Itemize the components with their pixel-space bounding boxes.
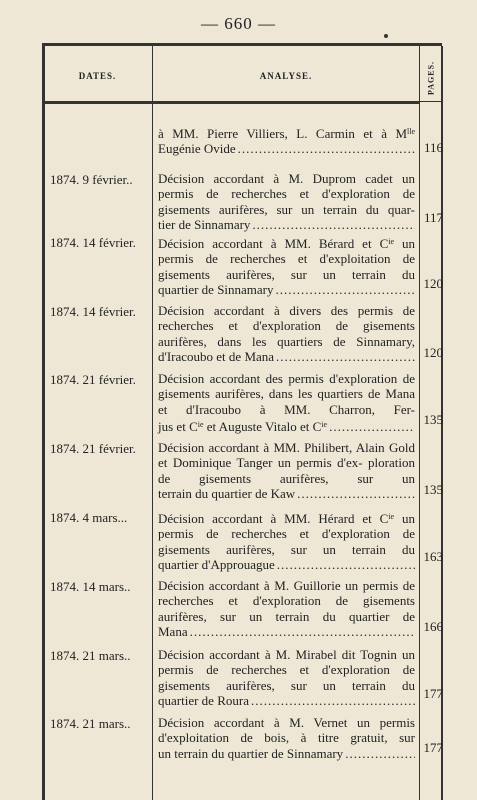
- column-header-pages: [420, 56, 441, 100]
- entry-text-block: Décision accordant à M. Duprom cadet un permis de recherches et d'exploration de gisements aurifères, sur un terrain du quar-: [158, 171, 415, 217]
- entry-text-block: Décision accordant à M. Guillorie un permis de recherches et d'exploration de gisements aurifères, sur un terrain du quartier de: [158, 578, 415, 624]
- entry-date: 1874. 21 février.: [50, 372, 136, 387]
- header-rule-pages: [420, 101, 441, 102]
- entry-text-block: Décision accordant des permis d'exploration de gisements aurifères, dans les quartiers de Mana et d'Iracoubo à MM. Charron, Fer-: [158, 371, 415, 417]
- entry-text: [158, 647, 415, 709]
- entry-text-line: d'Iracoubo et de Mana: [158, 349, 275, 365]
- entry-page-number: 116: [423, 140, 443, 155]
- dot-leader: [329, 419, 415, 434]
- entry-page-number: 135: [423, 412, 443, 427]
- pages-label: PAGES.: [426, 60, 435, 96]
- entry-text-block: Décision accordant à M. Vernet un permis d'exploitation de bois, à titre gratuit, sur: [158, 715, 415, 746]
- entry-date: 1874. 14 février.: [50, 235, 136, 250]
- entry-text-line: Mana: [158, 624, 188, 640]
- entry-text-block: Décision accordant à divers des permis de recherches et d'exploration de gisements aurifères, dans les quartiers de Sinnamary,: [158, 303, 415, 349]
- entry-date: 1874. 21 mars..: [50, 716, 131, 731]
- entry-text-block: Décision accordant à MM. Bérard et $C^{ie}$ un permis de recherches et d'exploitation de gisements aurifères, sur un terrain du: [158, 236, 416, 282]
- entry-text-line: tier de Sinnamary: [158, 217, 251, 233]
- entry-text: [158, 124, 415, 157]
- entry-text-block: Décision accordant à MM. Philibert, Alain Gold et Dominique Tanger un permis d'ex- ploration de gisements aurifères, sur un: [158, 440, 415, 486]
- column-rule-analyse: [419, 46, 420, 800]
- entry-date: 1874. 9 février..: [50, 172, 133, 187]
- entry-text: [158, 234, 415, 298]
- entry-text-line: Eugénie Ovide: [158, 141, 236, 157]
- entry-text-block: Décision accordant à M. Mirabel dit Tognin un permis de recherches et d'exploration de gisements aurifères, sur un terrain du: [158, 647, 415, 693]
- entry-page-number: 120: [423, 276, 443, 291]
- column-rule-dates: [152, 46, 153, 800]
- column-header-dates: DATES.: [78, 71, 117, 81]
- column-header-analyse: ANALYSE.: [259, 71, 313, 81]
- entry-text-block: Décision accordant à MM. Hérard et $C^{ie}$ un permis de recherches et d'exploration de gisements aurifères, sur un terrain du: [158, 511, 415, 557]
- entry-text-line: jus et $C^{ie}$ et Auguste Vitalo et $C^{ie}$: [158, 419, 328, 435]
- entry-page-number: 177: [423, 740, 443, 755]
- entry-page-number: 166: [423, 619, 443, 634]
- dot-leader: [297, 486, 415, 501]
- entry-date: 1874. 14 mars..: [50, 579, 131, 594]
- entry-page-number: 135: [423, 482, 443, 497]
- dot-leader: [276, 349, 415, 364]
- entry-page-number: 120: [423, 345, 443, 360]
- header-rule-main: [45, 101, 419, 104]
- entry-text-block: à MM. Pierre Villiers, L. Carmin et à $M^{lle}$: [158, 126, 415, 141]
- entry-text-line: un terrain du quartier de Sinnamary: [158, 745, 344, 761]
- entry-page-number: 163: [423, 549, 443, 564]
- entry-page-number: 117: [423, 210, 443, 225]
- entry-date: 1874. 14 février.: [50, 304, 136, 319]
- entry-date: 1874. 21 février.: [50, 441, 136, 456]
- entry-text: [158, 715, 415, 761]
- entry-text: [158, 371, 415, 435]
- dot-leader: [277, 557, 415, 572]
- dot-leader: [276, 282, 415, 297]
- dot-leader: [190, 624, 415, 639]
- entry-text-line: quartier d'Approuague: [158, 557, 275, 573]
- entry-date: 1874. 4 mars...: [50, 510, 128, 525]
- entry-text: [158, 440, 415, 502]
- entry-text-line: quartier de Roura: [158, 693, 249, 709]
- entry-text-line: terrain du quartier de Kaw: [158, 486, 296, 502]
- entry-text: [158, 578, 415, 640]
- entry-text: [158, 171, 415, 233]
- entry-page-number: 177: [423, 686, 443, 701]
- ink-dot: [384, 34, 388, 38]
- dot-leader: [252, 217, 415, 232]
- dot-leader: [345, 746, 415, 761]
- entry-date: 1874. 21 mars..: [50, 648, 131, 663]
- entry-text-line: quartier de Sinnamary: [158, 282, 274, 298]
- entry-text: [158, 303, 415, 365]
- dot-leader: [238, 141, 415, 156]
- page-number: — 660 —: [201, 14, 276, 33]
- dot-leader: [251, 693, 415, 708]
- entry-text: [158, 509, 415, 573]
